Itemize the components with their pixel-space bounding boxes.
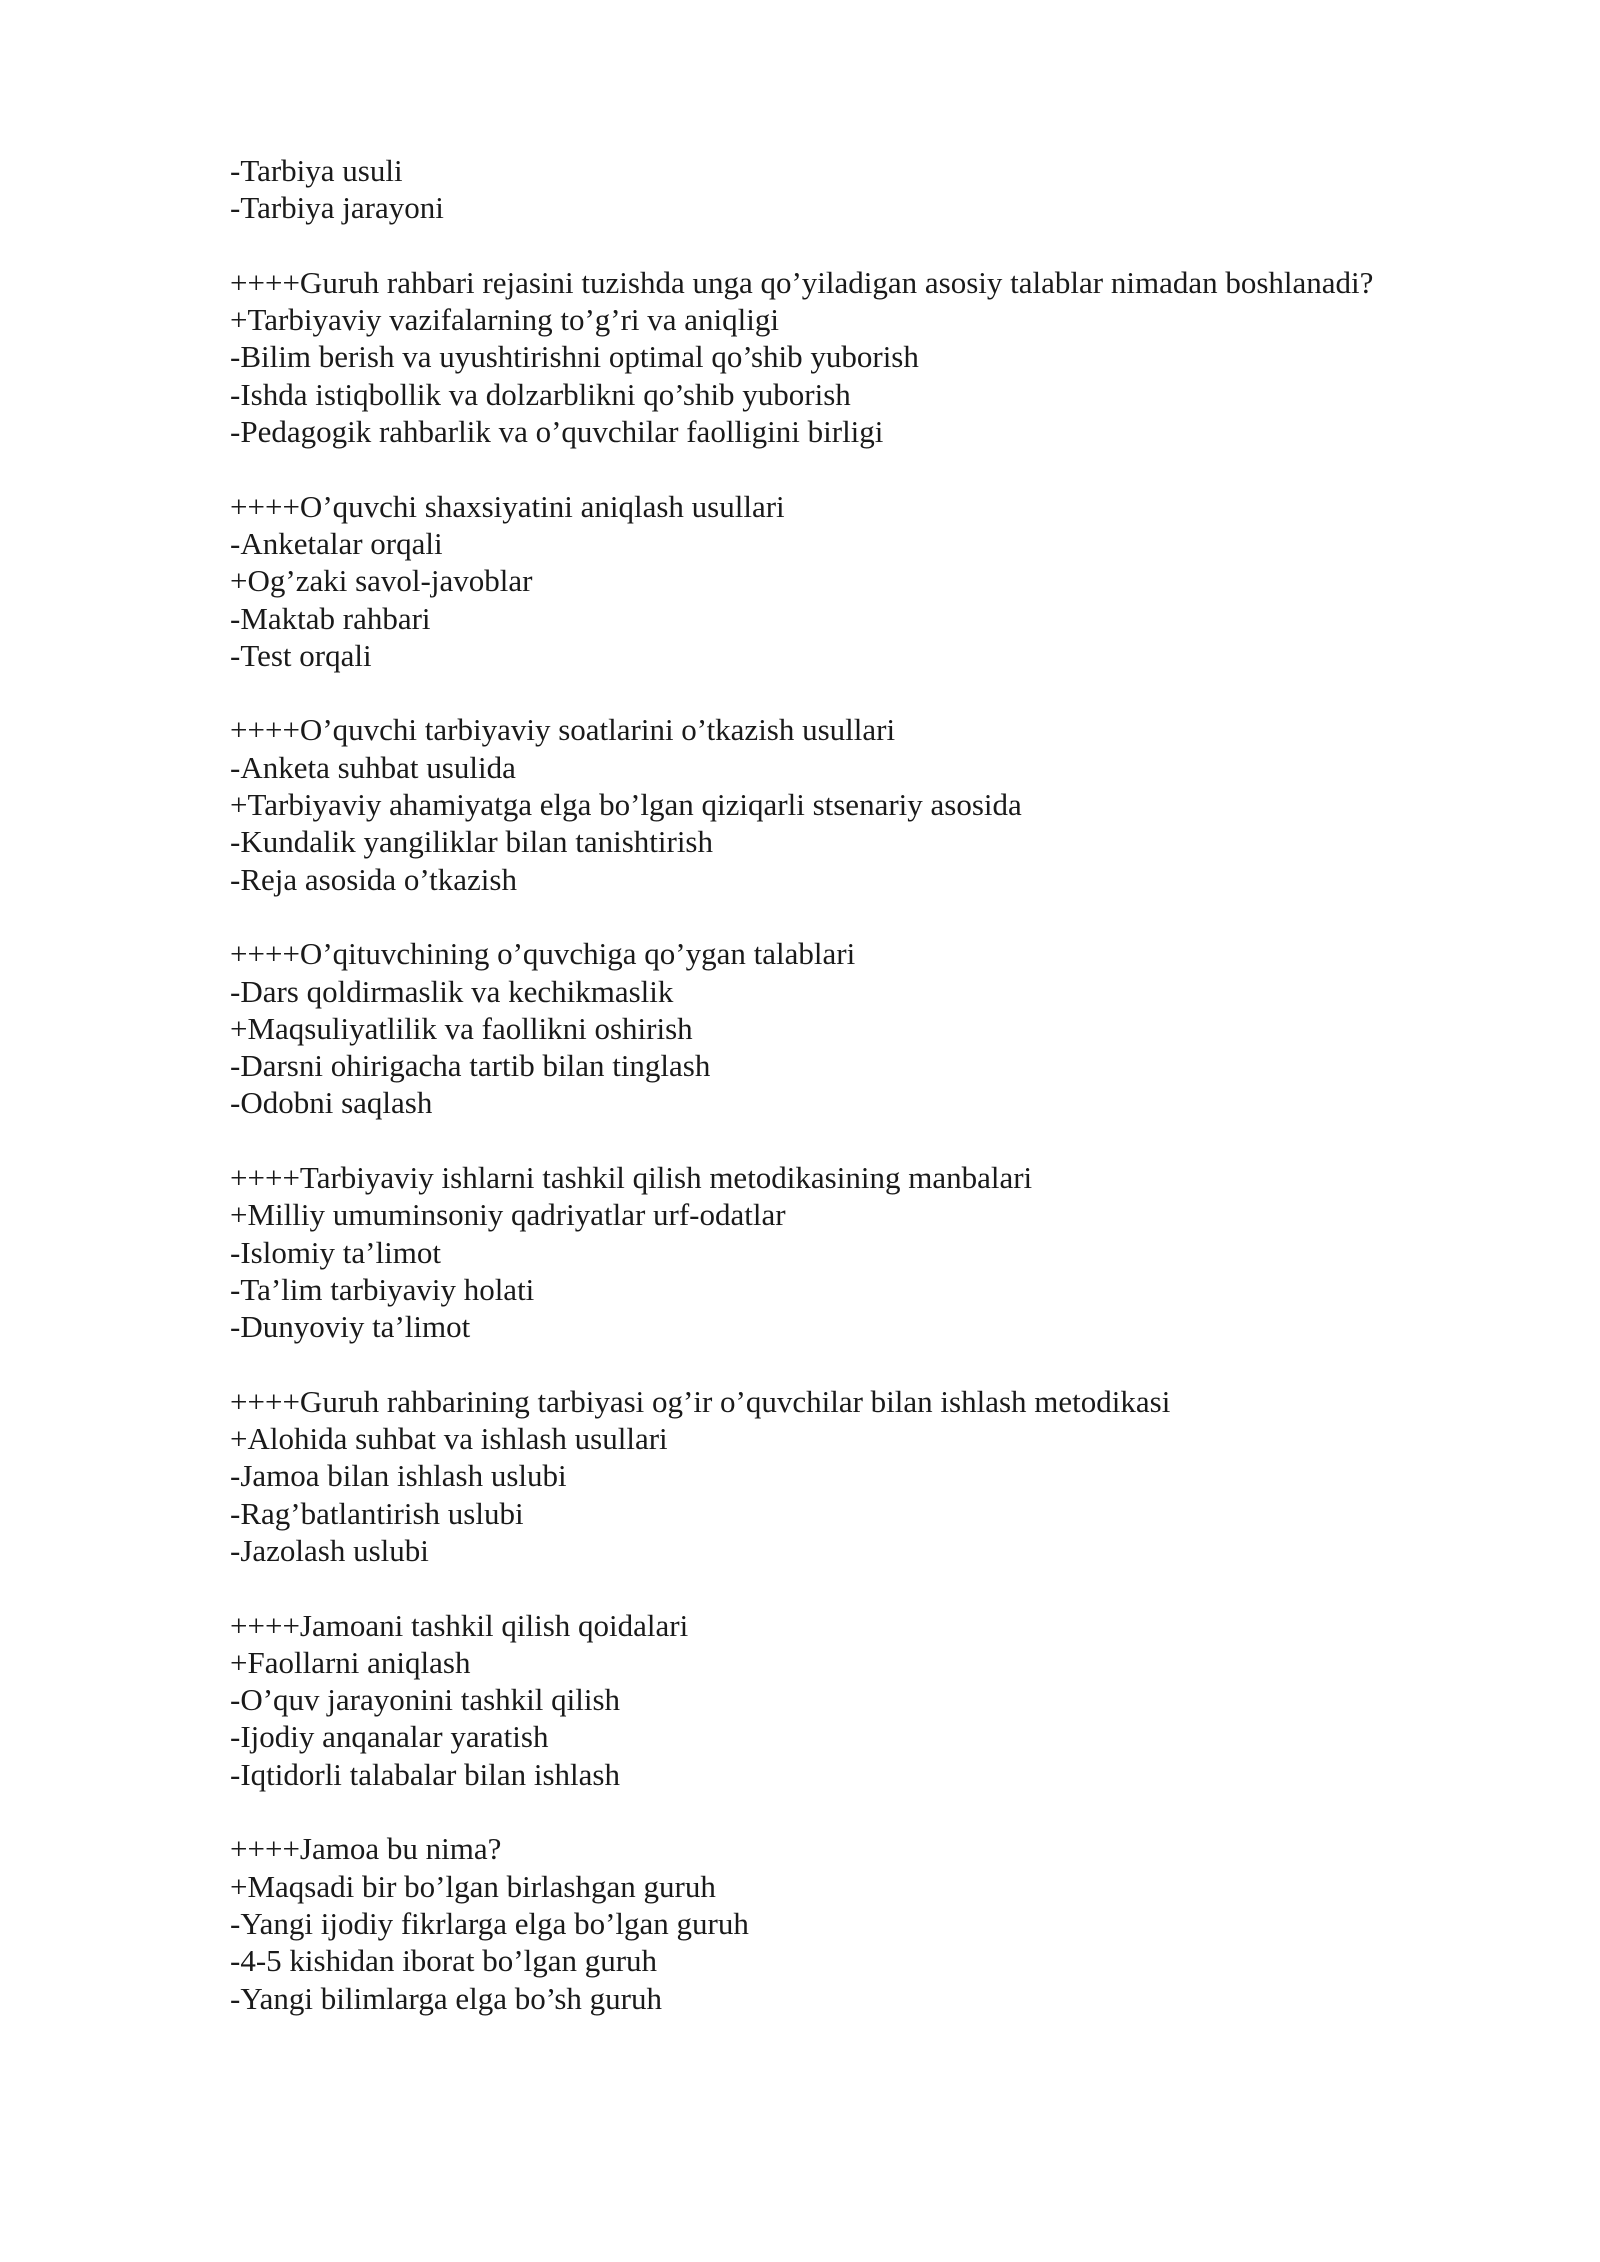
answer-option: -Dunyoviy ta’limot xyxy=(230,1309,471,1345)
answer-option: -Tarbiya jarayoni xyxy=(230,190,444,226)
question-text: ++++Jamoa bu nima? xyxy=(230,1831,502,1867)
question-text: ++++Guruh rahbari rejasini tuzishda unga qo’yiladigan asosiy talablar nimadan boshlanadi? xyxy=(230,264,1374,300)
question-block xyxy=(230,711,1530,897)
question-block xyxy=(230,1383,1530,1569)
answer-option: +Faollarni aniqlash xyxy=(230,1644,471,1680)
answer-option: -Maktab rahbari xyxy=(230,600,431,636)
question-block xyxy=(230,1159,1530,1345)
answer-option: +Og’zaki savol-javoblar xyxy=(230,563,533,599)
answer-option: -Darsni ohirigacha tartib bilan tinglash xyxy=(230,1048,711,1084)
answer-option: -Dars qoldirmaslik va kechikmaslik xyxy=(230,973,674,1009)
answer-option: -Yangi ijodiy fikrlarga elga bo’lgan guruh xyxy=(230,1905,749,1941)
answer-option: -Islomiy ta’limot xyxy=(230,1234,441,1270)
question-text: ++++O’quvchi shaxsiyatini aniqlash usullari xyxy=(230,488,785,524)
question-block xyxy=(230,264,1530,450)
leading-options xyxy=(230,152,1530,227)
answer-option: +Milliy umuminsoniy qadriyatlar urf-odatlar xyxy=(230,1197,786,1233)
answer-option: -Bilim berish va uyushtirishni optimal qo’shib yuborish xyxy=(230,339,919,375)
answer-option: -Anketa suhbat usulida xyxy=(230,749,516,785)
answer-option: -Ishda istiqbollik va dolzarblikni qo’shib yuborish xyxy=(230,376,851,412)
question-block xyxy=(230,935,1530,1121)
answer-option: -Test orqali xyxy=(230,637,372,673)
answer-option: -Ta’lim tarbiyaviy holati xyxy=(230,1271,535,1307)
question-text: ++++Guruh rahbarining tarbiyasi og’ir o’quvchilar bilan ishlash metodikasi xyxy=(230,1383,1171,1419)
document-body xyxy=(230,152,1530,2017)
question-text: ++++O’qituvchining o’quvchiga qo’ygan talablari xyxy=(230,936,856,972)
answer-option: +Maqsuliyatlilik va faollikni oshirish xyxy=(230,1010,693,1046)
answer-option: -Iqtidorli talabalar bilan ishlash xyxy=(230,1756,620,1792)
question-text: ++++Tarbiyaviy ishlarni tashkil qilish metodikasining manbalari xyxy=(230,1160,1033,1196)
answer-option: +Tarbiyaviy vazifalarning to’g’ri va aniqligi xyxy=(230,302,780,338)
answer-option: -Pedagogik rahbarlik va o’quvchilar faolligini birligi xyxy=(230,414,884,450)
answer-option: -Jazolash uslubi xyxy=(230,1532,429,1568)
answer-option: -Jamoa bilan ishlash uslubi xyxy=(230,1458,567,1494)
answer-option: -Odobni saqlash xyxy=(230,1085,433,1121)
answer-option: +Tarbiyaviy ahamiyatga elga bo’lgan qiziqarli stsenariy asosida xyxy=(230,787,1022,823)
answer-option: -Tarbiya usuli xyxy=(230,153,403,188)
question-text: ++++O’quvchi tarbiyaviy soatlarini o’tkazish usullari xyxy=(230,712,896,748)
answer-option: -Yangi bilimlarga elga bo’sh guruh xyxy=(230,1980,662,2016)
question-block xyxy=(230,488,1530,674)
question-block xyxy=(230,1830,1530,2016)
answer-option: -Ijodiy anqanalar yaratish xyxy=(230,1719,549,1755)
answer-option: -Kundalik yangiliklar bilan tanishtirish xyxy=(230,824,713,860)
question-block xyxy=(230,1607,1530,1793)
answer-option: +Maqsadi bir bo’lgan birlashgan guruh xyxy=(230,1868,716,1904)
question-text: ++++Jamoani tashkil qilish qoidalari xyxy=(230,1607,689,1643)
answer-option: -O’quv jarayonini tashkil qilish xyxy=(230,1682,621,1718)
answer-option: -Anketalar orqali xyxy=(230,525,443,561)
answer-option: -4-5 kishidan iborat bo’lgan guruh xyxy=(230,1943,658,1979)
answer-option: +Alohida suhbat va ishlash usullari xyxy=(230,1421,668,1457)
answer-option: -Reja asosida o’tkazish xyxy=(230,861,517,897)
answer-option: -Rag’batlantirish uslubi xyxy=(230,1495,524,1531)
